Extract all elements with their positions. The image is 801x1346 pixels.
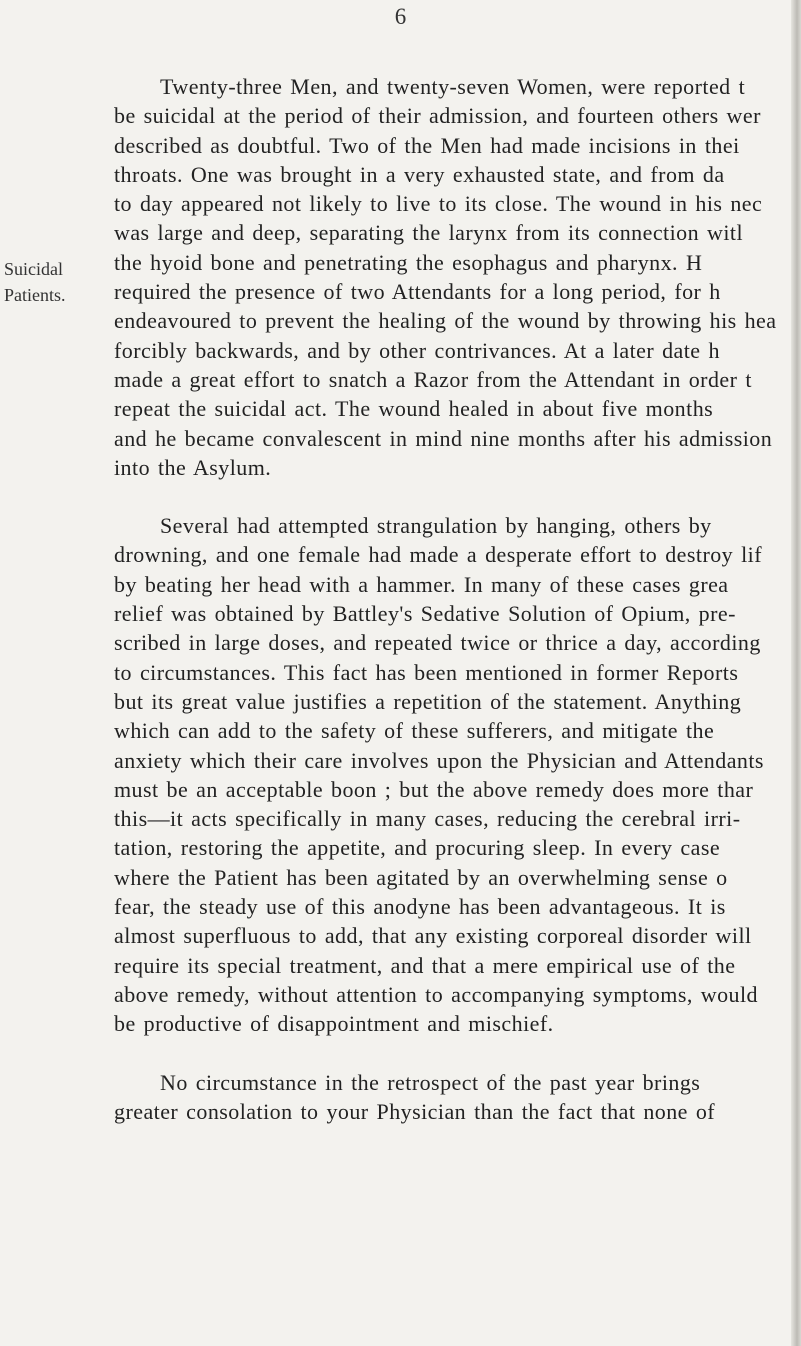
paragraph-2 [114,511,791,1038]
text-line: by beating her head with a hammer. In many of these cases grea [114,571,729,597]
margin-note [4,256,66,308]
text-line: almost superfluous to add, that any existing corporeal disorder will [114,923,752,949]
text-line: and he became convalescent in mind nine months after his admission [114,425,773,451]
text-line: greater consolation to your Physician than the fact that none of [114,1098,716,1124]
paragraph-1 [114,72,791,482]
text-line: made a great effort to snatch a Razor from the Attendant in order t [114,366,752,392]
text-line: must be an acceptable boon ; but the above remedy does more thar [114,776,754,802]
text-line: forcibly backwards, and by other contrivances. At a later date h [114,337,720,363]
text-line: require its special treatment, and that a mere empirical use of the [114,952,736,978]
page-edge-shadow [791,0,801,1346]
text-line: was large and deep, separating the larynx from its connection witl [114,220,744,246]
text-line: No circumstance in the retrospect of the past year brings [160,1069,701,1095]
text-line: to day appeared not likely to live to its close. The wound in his nec [114,191,763,217]
text-line: the hyoid bone and penetrating the esophagus and pharynx. H [114,249,703,275]
text-line: be productive of disappointment and mischief. [114,1011,554,1037]
text-line: relief was obtained by Battley's Sedative Solution of Opium, pre- [114,601,736,627]
text-line: but its great value justifies a repetition of the statement. Anything [114,688,742,714]
text-line: required the presence of two Attendants for a long period, for h [114,279,721,305]
text-line: where the Patient has been agitated by an overwhelming sense o [114,864,728,890]
text-line: into the Asylum. [114,454,272,480]
text-line: anxiety which their care involves upon the Physician and Attendants [114,747,764,773]
text-line: be suicidal at the period of their admission, and fourteen others wer [114,103,761,129]
text-line: fear, the steady use of this anodyne has been advantageous. It is [114,894,726,920]
margin-note-line: Suicidal [4,259,63,279]
text-line: above remedy, without attention to accompanying symptoms, would [114,981,758,1007]
text-line: described as doubtful. Two of the Men had made incisions in thei [114,132,740,158]
text-line: throats. One was brought in a very exhausted state, and from da [114,161,725,187]
page-number: 6 [394,4,407,29]
text-line: repeat the suicidal act. The wound healed in about five months [114,396,714,422]
text-line: this—it acts specifically in many cases, reducing the cerebral irri- [114,806,741,832]
text-line: endeavoured to prevent the healing of the wound by throwing his hea [114,308,777,334]
text-line: scribed in large doses, and repeated twice or thrice a day, according [114,630,761,656]
text-line: drowning, and one female had made a desperate effort to destroy lif [114,542,762,568]
text-line: which can add to the safety of these sufferers, and mitigate the [114,718,715,744]
text-line: tation, restoring the appetite, and procuring sleep. In every case [114,835,721,861]
body-text [114,72,791,1126]
text-line: to circumstances. This fact has been mentioned in former Reports [114,659,739,685]
text-line: Twenty-three Men, and twenty-seven Women, were reported t [160,74,746,99]
paragraph-3 [114,1068,791,1127]
margin-note-line: Patients. [4,285,66,305]
text-line: Several had attempted strangulation by hanging, others by [160,513,712,539]
